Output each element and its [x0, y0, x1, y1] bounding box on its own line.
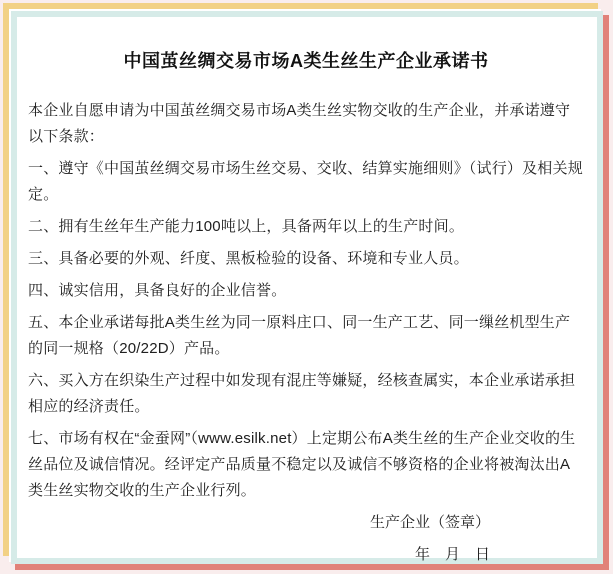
clause-7: 七、市场有权在“金蚕网”（www.esilk.net）上定期公布A类生丝的生产企业交收的生丝品位及诚信情况。经评定产品质量不稳定以及诚信不够资格的企业将被淘汰出A类生丝实物交收的生产企业行列。 — [28, 430, 576, 499]
clause-5: 五、本企业承诺每批A类生丝为同一原料庄口、同一生产工艺、同一缫丝机型生产的同一规格（20/22D）产品。 — [28, 314, 571, 357]
clause-1: 一、遵守《中国茧丝绸交易市场生丝交易、交收、结算实施细则》（试行）及相关规定。 — [28, 160, 583, 203]
document-page — [11, 11, 603, 564]
document-content — [17, 17, 597, 568]
clause-4: 四、诚实信用，具备良好的企业信誉。 — [28, 282, 287, 299]
document-title: 中国茧丝绸交易市场A类生丝生产企业承诺书 — [123, 51, 489, 71]
clause-3: 三、具备必要的外观、纤度、黑板检验的设备、环境和专业人员。 — [28, 250, 469, 267]
intro-paragraph: 本企业自愿申请为中国茧丝绸交易市场A类生丝实物交收的生产企业，并承诺遵守以下条款： — [28, 102, 571, 145]
signature-line: 生产企业（签章） — [369, 514, 490, 531]
clause-2: 二、拥有生丝年生产能力100吨以上，具备两年以上的生产时间。 — [28, 218, 465, 235]
clause-6: 六、买入方在织染生产过程中如发现有混庄等嫌疑，经核查属实，本企业承诺承担相应的经济责任。 — [28, 372, 576, 415]
date-line: 年 月 日 — [414, 546, 490, 563]
